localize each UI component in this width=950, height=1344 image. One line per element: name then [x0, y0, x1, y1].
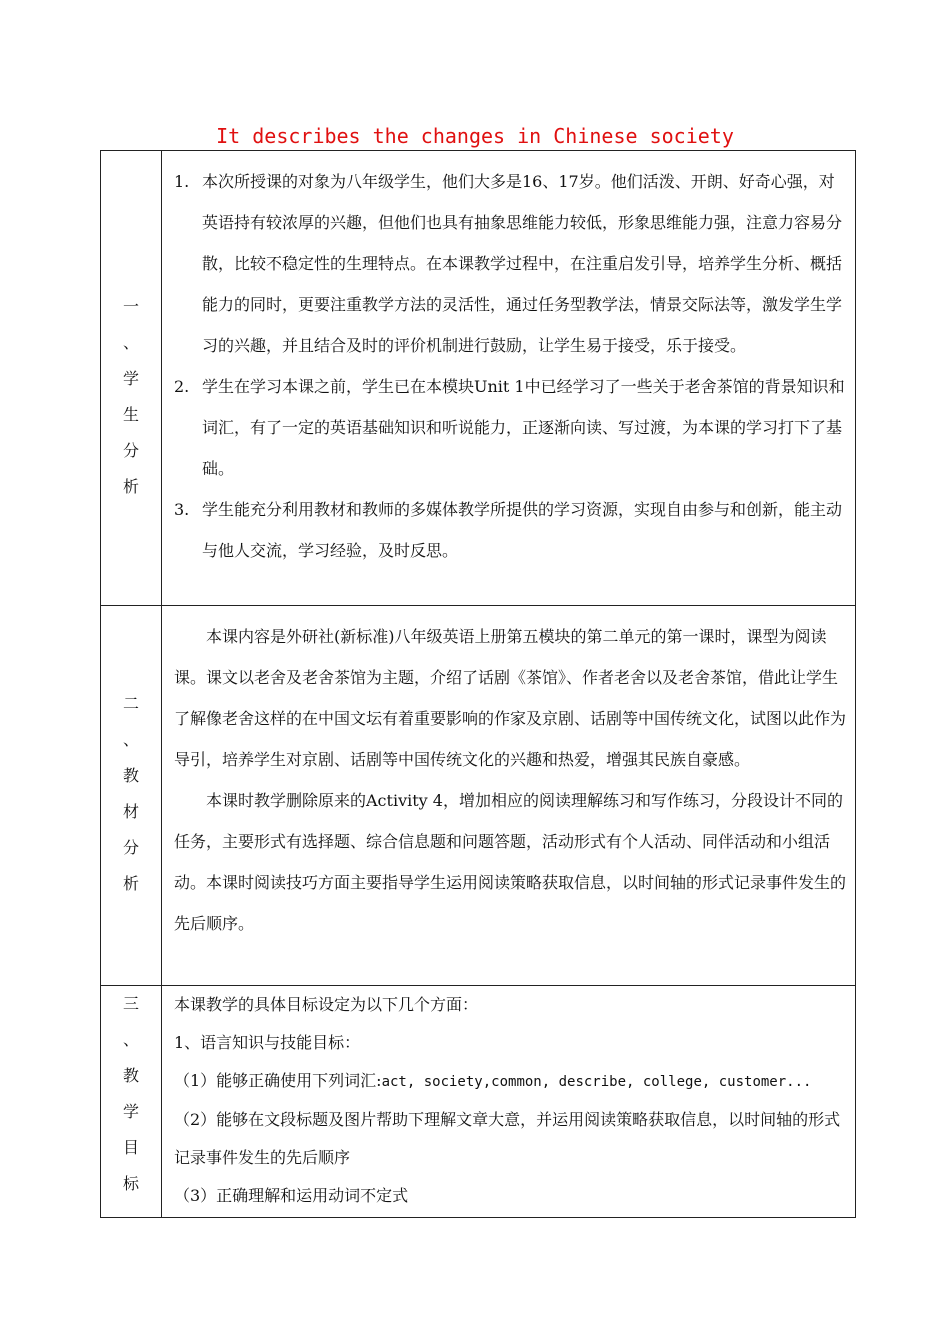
table-row	[101, 151, 856, 606]
section-label-material-analysis	[101, 606, 162, 986]
paragraph: 本课内容是外研社(新标准)八年级英语上册第五模块的第二单元的第一课时，课型为阅读课。课文以老舍及老舍茶馆为主题，介绍了话剧《茶馆》、作者老舍以及老舍茶馆，借此让学生了解像老舍这样的在中国文坛有着重要影响的作家及京剧、话剧等中国传统文化，试图以此作为导引，培养学生对京剧、话剧等中国传统文化的兴趣和热爱，增强其民族自豪感。	[174, 627, 847, 769]
label-char: 分	[122, 838, 139, 857]
item-text: 本次所授课的对象为八年级学生，他们大多是16、17岁。他们活泼、开朗、好奇心强，对英语持有较浓厚的兴趣，但他们也具有抽象思维能力较低，形象思维能力强，注意力容易分散，比较不稳定性的生理特点。在本课教学过程中，在注重启发引导，培养学生分析、概括能力的同时，更要注重教学方法的灵活性，通过任务型教学法，情景交际法等，激发学生学习的兴趣，并且结合及时的评价机制进行鼓励，让学生易于接受，乐于接受。	[202, 172, 843, 355]
section-content-material-analysis	[162, 606, 856, 986]
section-content-student-analysis	[162, 151, 856, 606]
label-char: 三	[122, 994, 139, 1013]
table-row	[101, 986, 856, 1218]
list-item	[174, 489, 847, 571]
label-char: 分	[122, 441, 139, 460]
goal-item: （3）正确理解和运用动词不定式	[174, 1186, 409, 1205]
section-label-teaching-goals	[101, 986, 162, 1218]
goal-item-text: （1）能够正确使用下列词汇:	[174, 1071, 382, 1090]
item-text: 学生能充分利用教材和教师的多媒体教学所提供的学习资源，实现自由参与和创新，能主动与他人交流，学习经验，及时反思。	[202, 500, 843, 560]
label-char: 目	[122, 1138, 139, 1157]
paragraph: 本课时教学删除原来的Activity 4，增加相应的阅读理解练习和写作练习，分段设计不同的任务，主要形式有选择题、综合信息题和问题答题，活动形式有个人活动、同伴活动和小组活动。本课时阅读技巧方面主要指导学生运用阅读策略获取信息，以时间轴的形式记录事件发生的先后顺序。	[174, 791, 847, 933]
label-char: 学	[122, 369, 139, 388]
label-char: 析	[122, 477, 139, 496]
vocabulary-list: act, society,common, describe, college, customer...	[381, 1074, 812, 1090]
label-char: 、	[122, 333, 139, 352]
label-char: 一	[122, 297, 139, 316]
label-char: 教	[122, 1066, 139, 1085]
label-char: 二	[122, 694, 139, 713]
item-number: 2.	[174, 377, 190, 396]
goals-subheading: 1、语言知识与技能目标：	[174, 1033, 361, 1052]
table-row	[101, 606, 856, 986]
section-label-student-analysis	[101, 151, 162, 606]
label-char: 析	[122, 874, 139, 893]
item-number: 3.	[174, 500, 190, 519]
label-char: 标	[122, 1174, 139, 1193]
label-char: 生	[122, 405, 139, 424]
goal-item	[174, 1062, 847, 1101]
list-item	[174, 161, 847, 366]
document-title: It describes the changes in Chinese society	[216, 124, 734, 148]
goal-item: （2）能够在文段标题及图片帮助下理解文章大意，并运用阅读策略获取信息，以时间轴的形式记录事件发生的先后顺序	[174, 1110, 841, 1167]
numbered-list	[162, 151, 855, 571]
label-char: 学	[122, 1102, 139, 1121]
label-char: 教	[122, 766, 139, 785]
goals-intro: 本课教学的具体目标设定为以下几个方面：	[174, 995, 479, 1014]
lesson-plan-table	[100, 150, 856, 1218]
list-item	[174, 366, 847, 489]
label-char: 材	[122, 802, 139, 821]
label-char: 、	[122, 730, 139, 749]
item-text: 学生在学习本课之前，学生已在本模块Unit 1中已经学习了一些关于老舍茶馆的背景知识和词汇，有了一定的英语基础知识和听说能力，正逐渐向读、写过渡，为本课的学习打下了基础。	[202, 377, 845, 478]
item-number: 1.	[174, 172, 190, 191]
section-content-teaching-goals	[162, 986, 856, 1218]
label-char: 、	[122, 1030, 139, 1049]
